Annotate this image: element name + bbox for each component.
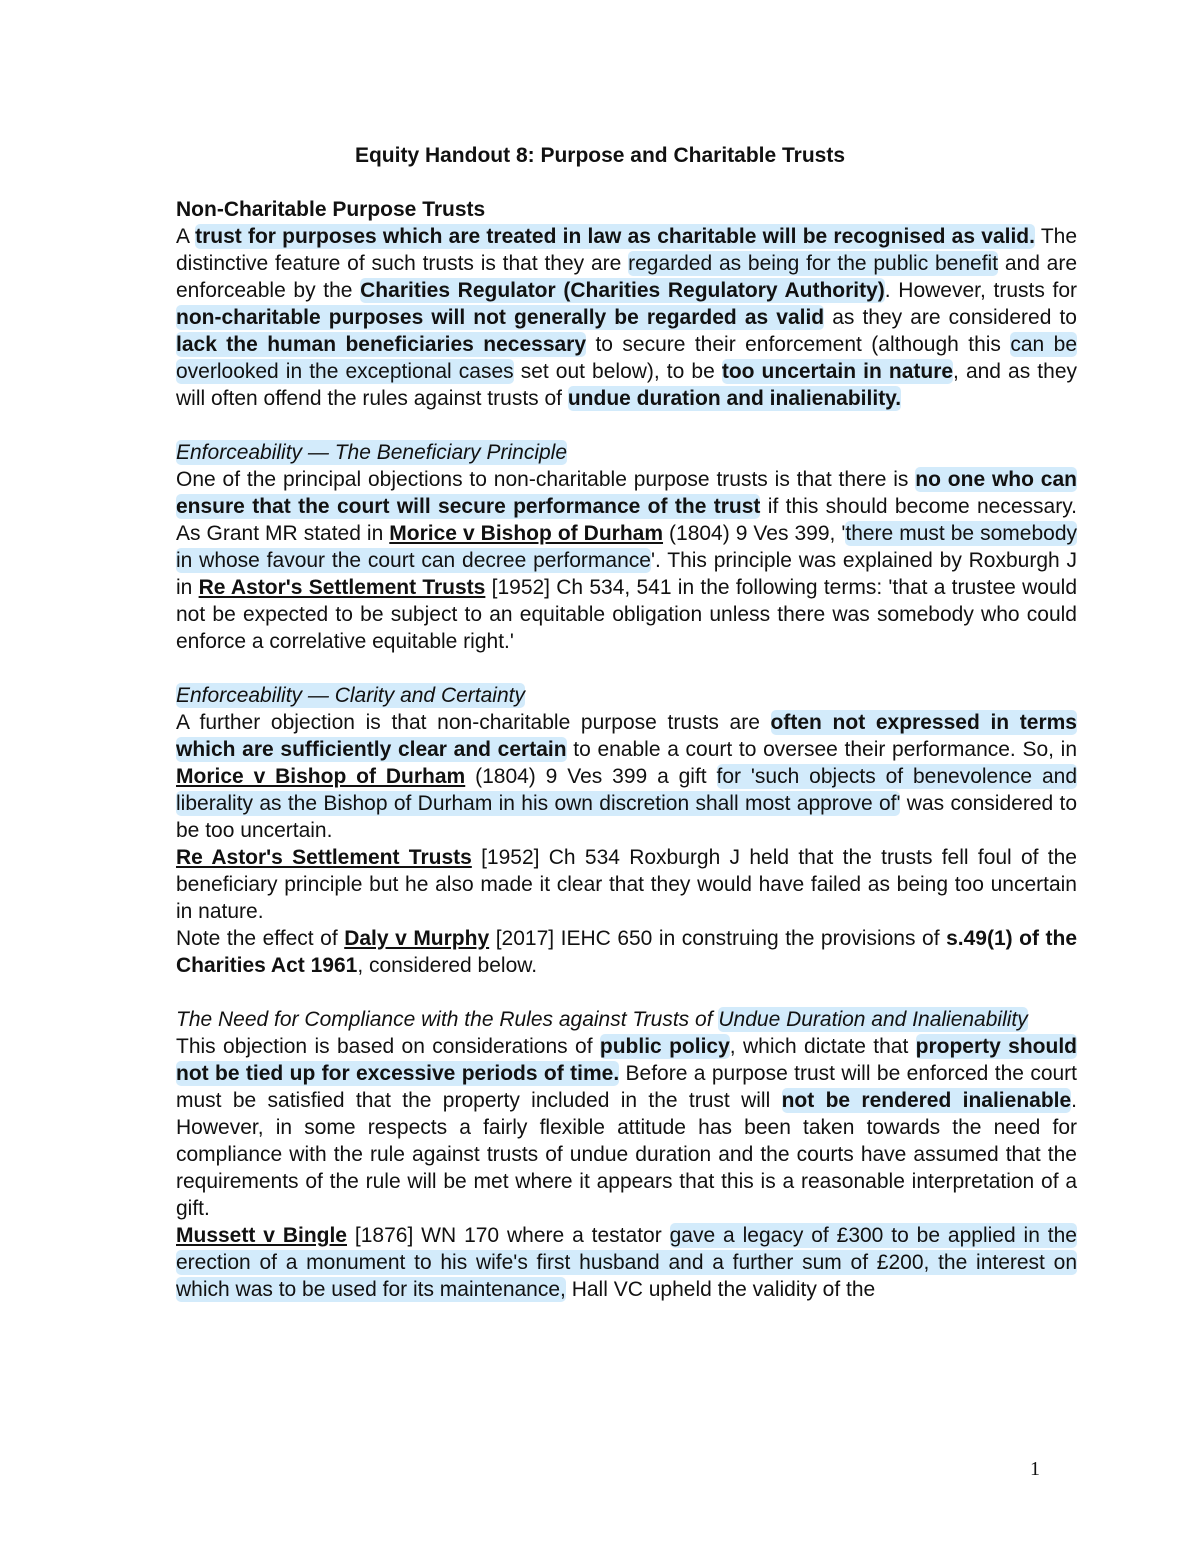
paragraph-daly-v-murphy: Note the effect of Daly v Murphy [2017] IEHC 650 in construing the provisions of s.49(1) of the Charities Act 1961, considered below. xyxy=(176,927,1078,977)
spacer xyxy=(176,655,1077,682)
document-title: Equity Handout 8: Purpose and Charitable Trusts xyxy=(354,144,846,167)
highlight: there must be somebody in whose favour the court can decree performance xyxy=(176,522,1078,572)
document-body xyxy=(176,196,1077,1303)
highlight: no one who can ensure that the court will secure performance of the trust xyxy=(176,468,1077,518)
highlight: Charities Regulator (Charities Regulatory Authority) xyxy=(360,279,885,302)
highlight: Enforceability — The Beneficiary Principle xyxy=(176,441,568,464)
page-number: 1 xyxy=(1030,1458,1040,1480)
case-name: Re Astor's Settlement Trusts xyxy=(176,846,472,869)
case-name: Re Astor's Settlement Trusts xyxy=(198,576,486,599)
highlight: undue duration and inalienability. xyxy=(567,387,902,410)
subheading-undue-duration: The Need for Compliance with the Rules against Trusts of Undue Duration and Inalienability xyxy=(176,1008,1028,1031)
highlight: Undue Duration and Inalienability xyxy=(718,1008,1028,1031)
paragraph-introduction: A trust for purposes which are treated in law as charitable will be recognised as valid. The distinctive feature of such trusts is that they are regarded as being for the public benefit and are enforceable by the Charities Regulator (Charities Regulatory Authority). However, trusts for non-charitable purposes will not generally be regarded as valid as they are considered to lack the human beneficiaries necessary to secure their enforcement (although this can be overlooked in the exceptional cases set out below), to be too uncertain in nature, and as they will often offend the rules against trusts of undue duration and inalienability. xyxy=(176,225,1078,410)
highlight: Enforceability — Clarity and Certainty xyxy=(176,684,525,707)
paragraph-re-astor: Re Astor's Settlement Trusts [1952] Ch 534 Roxburgh J held that the trusts fell foul of the beneficiary principle but he also made it clear that they would have failed as being too uncertain in nature. xyxy=(176,846,1077,923)
highlight: property should not be tied up for excessive periods of time. xyxy=(176,1035,1078,1085)
paragraph-clarity-and-certainty: A further objection is that non-charitable purpose trusts are often not expressed in terms which are sufficiently clear and certain to enable a court to oversee their performance. So, in Morice v Bishop of Durham (1804) 9 Ves 399 a gift for 'such objects of benevolence and liberality as the Bishop of Durham in his own discretion shall most approve of' was considered to be too uncertain. xyxy=(176,711,1078,842)
highlight: for 'such objects of benevolence and liberality as the Bishop of Durham in his own discretion shall most approve of' xyxy=(176,765,1077,815)
highlight: lack the human beneficiaries necessary xyxy=(176,333,587,356)
paragraph-public-policy: This objection is based on considerations of public policy, which dictate that property should not be tied up for excessive periods of time. Before a purpose trust will be enforced the court must be satisfied that the property included in the trust will not be rendered inalienable. However, in some respects a fairly flexible attitude has been taken towards the need for compliance with the rule against trusts of undue duration and the courts have assumed that the requirements of the rule will be met where it appears that this is a reasonable interpretation of a gift. xyxy=(176,1035,1078,1220)
highlight: regarded as being for the public benefit xyxy=(628,252,999,275)
spacer xyxy=(176,979,1077,1006)
highlight: often not expressed in terms which are sufficiently clear and certain xyxy=(176,711,1077,761)
highlight: trust for purposes which are treated in law as charitable will be recognised as valid. xyxy=(195,225,1035,248)
highlight: gave a legacy of £300 to be applied in the erection of a monument to his wife's first husband and a further sum of £200, the interest on which was to be used for its maintenance, xyxy=(176,1224,1077,1301)
subheading-clarity-and-certainty xyxy=(176,682,1077,709)
highlight: public policy xyxy=(599,1035,730,1058)
case-name: Mussett v Bingle xyxy=(176,1224,347,1247)
highlight: non-charitable purposes will not generally be regarded as valid xyxy=(176,306,825,329)
section-heading-non-charitable-purpose-trusts: Non-Charitable Purpose Trusts xyxy=(176,198,486,221)
highlight: not be rendered inalienable xyxy=(781,1089,1072,1112)
case-name: Morice v Bishop of Durham xyxy=(389,522,664,545)
highlight: too uncertain in nature xyxy=(721,360,954,383)
case-name: Morice v Bishop of Durham xyxy=(176,765,466,788)
highlight: can be overlooked in the exceptional cases xyxy=(176,333,1077,383)
statute-reference: s.49(1) of the Charities Act 1961 xyxy=(176,927,1078,977)
paragraph-beneficiary-principle: One of the principal objections to non-charitable purpose trusts is that there is no one who can ensure that the court will secure performance of the trust if this should become necessary. As Grant MR stated in Morice v Bishop of Durham (1804) 9 Ves 399, 'there must be somebody in whose favour the court can decree performance'. This principle was explained by Roxburgh J in Re Astor's Settlement Trusts [1952] Ch 534, 541 in the following terms: 'that a trustee would not be expected to be subject to an equitable obligation unless there was somebody who could enforce a correlative equitable right.' xyxy=(176,468,1078,653)
subheading-beneficiary-principle xyxy=(176,439,1077,466)
paragraph-mussett-v-bingle: Mussett v Bingle [1876] WN 170 where a testator gave a legacy of £300 to be applied in the erection of a monument to his wife's first husband and a further sum of £200, the interest on which was to be used for its maintenance, Hall VC upheld the validity of the xyxy=(176,1224,1077,1301)
case-name: Daly v Murphy xyxy=(344,927,490,950)
spacer xyxy=(176,412,1077,439)
